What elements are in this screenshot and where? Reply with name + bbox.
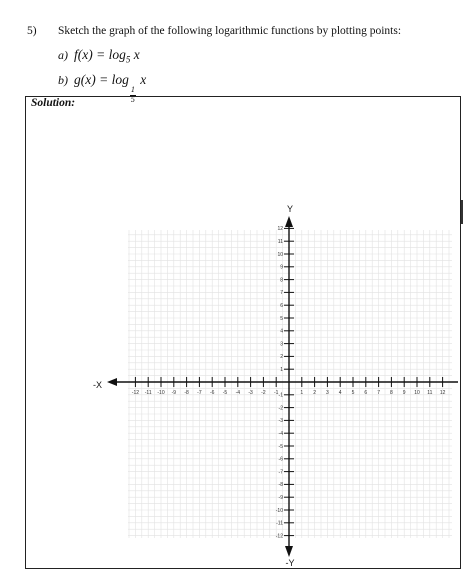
neg-y-axis-label: -Y <box>285 558 295 568</box>
x-tick-label: -11 <box>144 390 152 396</box>
x-tick-label: 3 <box>326 390 329 396</box>
neg-y-arrow-icon <box>285 546 293 557</box>
y-tick-label: 12 <box>277 226 283 233</box>
function-b-label: b) <box>58 73 68 87</box>
function-b-lhs: g(x) = log <box>74 72 129 87</box>
x-tick-label: 1 <box>300 390 304 396</box>
function-b-base-denominator: 5 <box>130 95 135 104</box>
y-tick-label: -8 <box>278 482 283 489</box>
x-tick-label: 4 <box>338 390 342 396</box>
function-a-base: 5 <box>125 54 131 65</box>
function-a-lhs: f(x) = log <box>74 47 126 62</box>
x-tick-label: 10 <box>414 390 420 396</box>
neg-x-arrow-icon <box>107 378 117 386</box>
y-tick-label: 10 <box>277 251 283 258</box>
y-tick-label: -3 <box>278 418 283 425</box>
y-arrow-icon <box>285 216 293 227</box>
x-tick-label: 2 <box>313 390 316 396</box>
x-tick-label: -7 <box>197 390 202 396</box>
x-tick-label: -1 <box>273 390 279 396</box>
x-tick-label: -3 <box>248 390 253 396</box>
y-tick-label: 8 <box>280 277 283 284</box>
y-tick-label: 2 <box>280 354 283 361</box>
x-tick-label: -9 <box>171 390 177 396</box>
function-a-arg: x <box>133 47 140 62</box>
x-tick-label: -4 <box>235 390 241 396</box>
y-tick-label: -11 <box>276 520 283 527</box>
grid-lines <box>128 230 452 538</box>
x-tick-label: 11 <box>427 390 433 396</box>
y-tick-label: -6 <box>278 456 283 463</box>
question-text: Sketch the graph of the following logarithmic functions by plotting points: <box>58 25 402 37</box>
y-tick-label: 3 <box>280 341 283 348</box>
y-tick-label: -9 <box>278 495 283 501</box>
function-b-base-numerator: 1 <box>130 85 135 94</box>
y-tick-label: 4 <box>280 328 283 335</box>
y-tick-label: 5 <box>280 315 283 322</box>
question-number: 5) <box>27 25 37 37</box>
y-tick-label: -7 <box>278 469 283 476</box>
x-tick-label: -6 <box>209 390 215 396</box>
y-tick-label: -4 <box>278 431 283 437</box>
y-tick-label: 6 <box>280 303 283 309</box>
y-tick-label: 1 <box>280 367 283 373</box>
function-b-arg: x <box>140 72 147 87</box>
x-tick-label: -12 <box>131 390 140 396</box>
function-a-label: a) <box>58 48 68 62</box>
x-tick-label: -2 <box>261 390 266 396</box>
y-tick-label: 9 <box>280 264 283 271</box>
y-tick-label: -12 <box>275 533 283 540</box>
y-tick-label: 7 <box>280 290 283 297</box>
y-tick-label: -1 <box>278 392 283 399</box>
x-tick-label: -5 <box>222 390 228 396</box>
y-tick-label: -2 <box>278 405 283 412</box>
neg-x-axis-label: -X <box>93 380 102 390</box>
x-tick-label: 8 <box>390 390 393 396</box>
y-tick-label: 11 <box>277 239 283 245</box>
x-tick-label: -8 <box>184 390 189 396</box>
solution-label: Solution: <box>31 97 76 109</box>
x-tick-label: 5 <box>351 390 355 396</box>
x-tick-label: 6 <box>364 390 368 396</box>
y-tick-label: -10 <box>275 507 283 514</box>
y-axis-label: Y <box>286 204 294 214</box>
x-tick-label: 7 <box>377 390 380 396</box>
x-tick-label: -10 <box>157 390 165 396</box>
y-tick-label: -5 <box>278 443 283 450</box>
x-tick-label: 9 <box>402 390 406 396</box>
x-tick-label: 12 <box>439 390 446 396</box>
